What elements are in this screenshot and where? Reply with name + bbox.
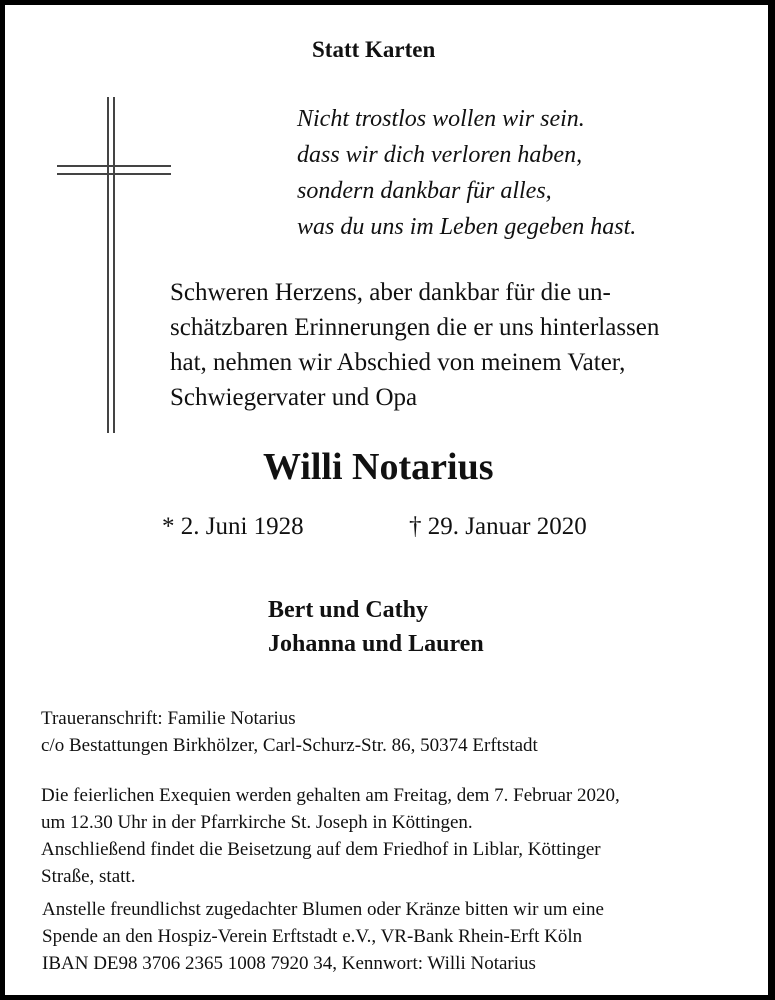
intro-text <box>170 275 659 415</box>
poem-line: dass wir dich verloren haben, <box>297 142 583 168</box>
cross-icon <box>57 97 173 435</box>
mourning-address <box>41 705 538 759</box>
service-info <box>41 782 620 890</box>
donation-line: Spende an den Hospiz-Verein Erftstadt e.V., VR-Bank Rhein-Erft Köln <box>42 926 583 947</box>
intro-line: hat, nehmen wir Abschied von meinem Vater, <box>170 349 626 376</box>
intro-line: schätzbaren Erinnerungen die er uns hinterlassen <box>170 314 660 341</box>
address-line: Traueranschrift: Familie Notarius <box>41 708 296 729</box>
header-statt-karten: Statt Karten <box>312 37 436 62</box>
family-line: Bert und Cathy <box>268 597 429 623</box>
cross-horizontal-line <box>57 165 171 167</box>
poem-line: was du uns im Leben gegeben hast. <box>297 214 637 240</box>
poem-line: sondern dankbar für alles, <box>297 178 552 204</box>
birth-date: * 2. Juni 1928 <box>162 513 304 540</box>
donation-line: IBAN DE98 3706 2365 1008 7920 34, Kennwort: Willi Notarius <box>42 953 536 974</box>
family-line: Johanna und Lauren <box>268 631 484 657</box>
deceased-name: Willi Notarius <box>263 446 494 488</box>
service-line: Die feierlichen Exequien werden gehalten am Freitag, dem 7. Februar 2020, <box>41 785 620 806</box>
service-line: um 12.30 Uhr in der Pfarrkirche St. Joseph in Köttingen. <box>41 812 473 833</box>
donation-request <box>42 896 604 977</box>
cross-horizontal-line <box>57 173 171 175</box>
poem <box>297 101 636 245</box>
intro-line: Schwiegervater und Opa <box>170 384 418 411</box>
poem-line: Nicht trostlos wollen wir sein. <box>297 106 585 132</box>
cross-vertical-line <box>113 97 115 433</box>
service-line: Anschließend findet die Beisetzung auf dem Friedhof in Liblar, Köttinger <box>41 839 601 860</box>
service-line: Straße, statt. <box>41 866 136 887</box>
donation-line: Anstelle freundlichst zugedachter Blumen oder Kränze bitten wir um eine <box>42 899 604 920</box>
obituary-notice <box>5 5 768 995</box>
family-signatures <box>268 593 484 661</box>
address-line: c/o Bestattungen Birkhölzer, Carl-Schurz-Str. 86, 50374 Erftstadt <box>41 735 538 756</box>
intro-line: Schweren Herzens, aber dankbar für die un- <box>170 279 611 306</box>
cross-vertical-line <box>107 97 109 433</box>
death-date: † 29. Januar 2020 <box>409 513 587 540</box>
